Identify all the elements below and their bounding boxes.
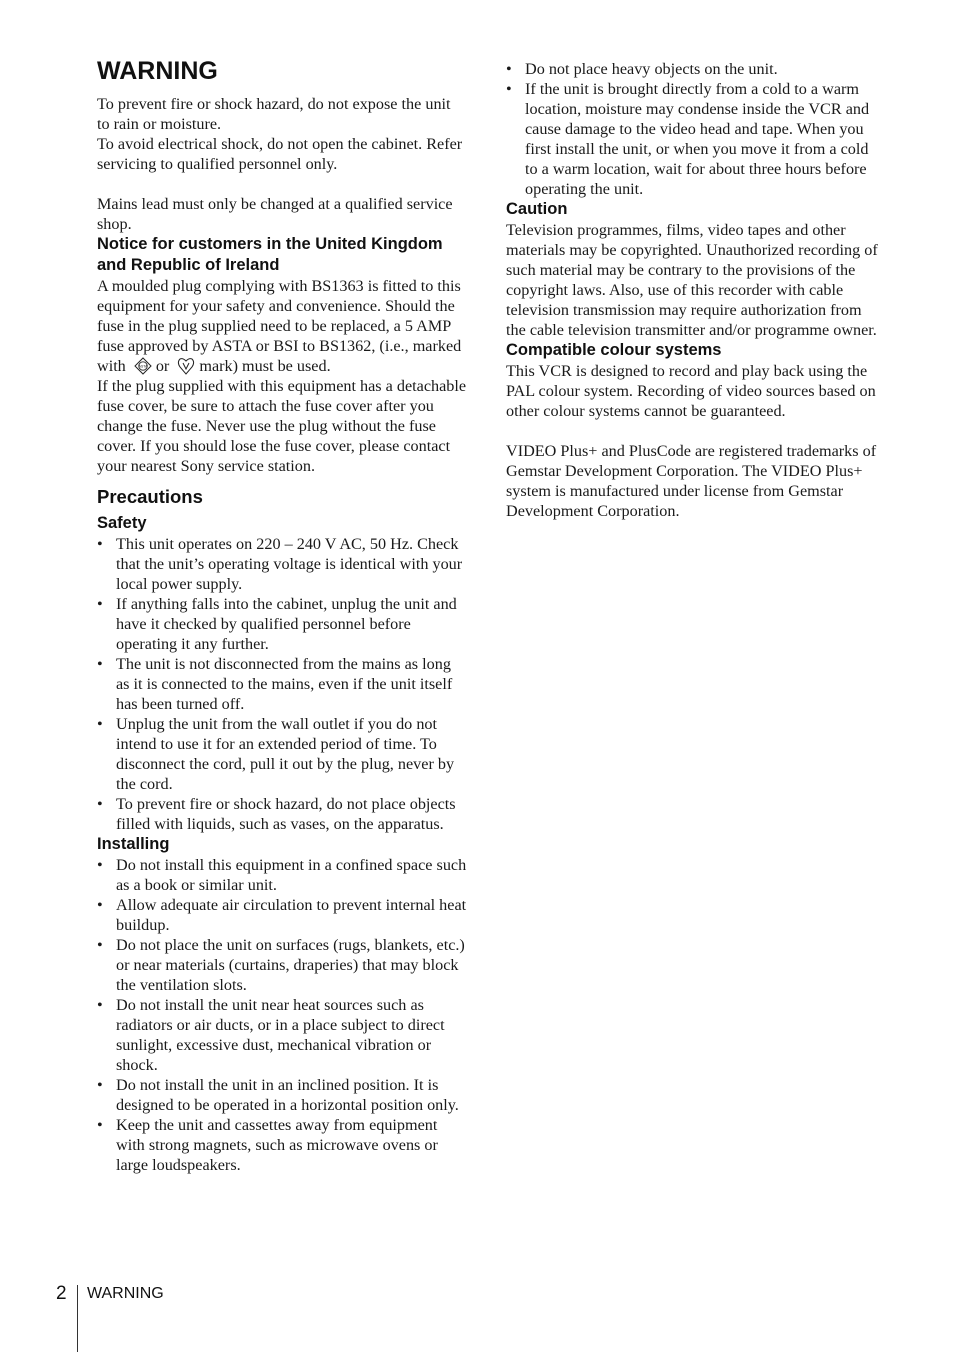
safety-list	[97, 534, 467, 834]
bsi-kitemark-icon	[177, 357, 195, 375]
uk-notice-heading: Notice for customers in the United Kingdom and Republic of Ireland	[97, 235, 443, 274]
uk-notice-text-start: A moulded plug complying with BS1363 is fitted to this equipment for your safety and convenience. Should the fuse in the plug supplied need to be replaced, a 5 AMP fuse approved by ASTA or BSI to BS1362, (i.e., marked with	[97, 277, 462, 375]
uk-notice-text-or: or	[155, 357, 170, 375]
list-item: • Unplug the unit from the wall outlet if you do not intend to use it for an extended period of time. To disconnect the cord, pull it out by the plug, never by the cord.	[97, 714, 467, 794]
list-item: • The unit is not disconnected from the mains as long as it is connected to the mains, even if the unit itself has been turned off.	[97, 654, 467, 714]
installing-list	[97, 855, 467, 1175]
list-item: • Do not install the unit in an inclined position. It is designed to be operated in a horizontal position only.	[97, 1075, 467, 1115]
safety-heading: Safety	[97, 514, 147, 532]
uk-notice-paragraph-2: If the plug supplied with this equipment has a detachable fuse cover, be sure to attach the fuse cover after you change the fuse. Never use the plug without the fuse cover. If you should lose the fuse cover, please contact your nearest Sony service station.	[97, 377, 467, 475]
spacer	[97, 174, 467, 194]
right-column	[506, 59, 878, 521]
list-item: • Keep the unit and cassettes away from equipment with strong magnets, such as microwave ovens or large loudspeakers.	[97, 1115, 467, 1175]
list-item: • If the unit is brought directly from a cold to a warm location, moisture may condense inside the VCR and cause damage to the video head and tape. When you first install the unit, or when you move it from a cold to a warm location, wait for about three hours before operating the unit.	[506, 79, 878, 199]
installing-list-continued	[506, 59, 878, 199]
list-item: • Do not install the unit near heat sources such as radiators or air ducts, or in a place subject to direct sunlight, excessive dust, mechanical vibration or shock.	[97, 995, 467, 1075]
list-item: • This unit operates on 220 – 240 V AC, 50 Hz. Check that the unit’s operating voltage is identical with your local power supply.	[97, 534, 467, 594]
installing-heading: Installing	[97, 835, 170, 853]
footer-section-label: WARNING	[87, 1285, 164, 1302]
caution-heading: Caution	[506, 200, 568, 218]
trademarks-text: VIDEO Plus+ and PlusCode are registered trademarks of Gemstar Development Corporation. The VIDEO Plus+ system is manufactured under license from Gemstar Development Corporation.	[506, 442, 877, 520]
colour-systems-heading: Compatible colour systems	[506, 341, 722, 359]
list-item: • Do not place heavy objects on the unit.	[506, 59, 878, 79]
list-item: • Allow adequate air circulation to prevent internal heat buildup.	[97, 895, 467, 935]
page-title: WARNING	[97, 57, 218, 85]
list-item: • To prevent fire or shock hazard, do not place objects filled with liquids, such as vases, on the apparatus.	[97, 794, 467, 834]
uk-notice-paragraph-1	[97, 276, 467, 376]
asta-mark-text: ASTA	[138, 364, 148, 369]
colour-systems-text: This VCR is designed to record and play back using the PAL colour system. Recording of video sources based on other colour systems cannot be guaranteed.	[506, 362, 876, 420]
mains-lead-notice: Mains lead must only be changed at a qualified service shop.	[97, 195, 453, 233]
footer-divider	[77, 1285, 78, 1352]
list-item: • Do not install this equipment in a confined space such as a book or similar unit.	[97, 855, 467, 895]
precautions-heading: Precautions	[97, 486, 203, 507]
spacer	[506, 421, 878, 441]
caution-text: Television programmes, films, video tapes and other materials may be copyrighted. Unauthorized recording of such material may be contrary to the provisions of the copyright laws. Also, use of this recorder with cable television transmission may require authorization from the cable television transmitter and/or programme owner.	[506, 221, 878, 339]
asta-mark-icon	[134, 357, 152, 375]
page-number: 2	[56, 1283, 67, 1304]
list-item: • If anything falls into the cabinet, unplug the unit and have it checked by qualified personnel before operating it any further.	[97, 594, 467, 654]
warning-intro-2: To avoid electrical shock, do not open the cabinet. Refer servicing to qualified personnel only.	[97, 135, 463, 173]
list-item: • Do not place the unit on surfaces (rugs, blankets, etc.) or near materials (curtains, draperies) that may block the ventilation slots.	[97, 935, 467, 995]
left-column	[97, 56, 467, 1175]
warning-intro-1: To prevent fire or shock hazard, do not expose the unit to rain or moisture.	[97, 95, 451, 133]
page-footer	[56, 1282, 256, 1352]
uk-notice-text-end: mark) must be used.	[199, 357, 331, 375]
